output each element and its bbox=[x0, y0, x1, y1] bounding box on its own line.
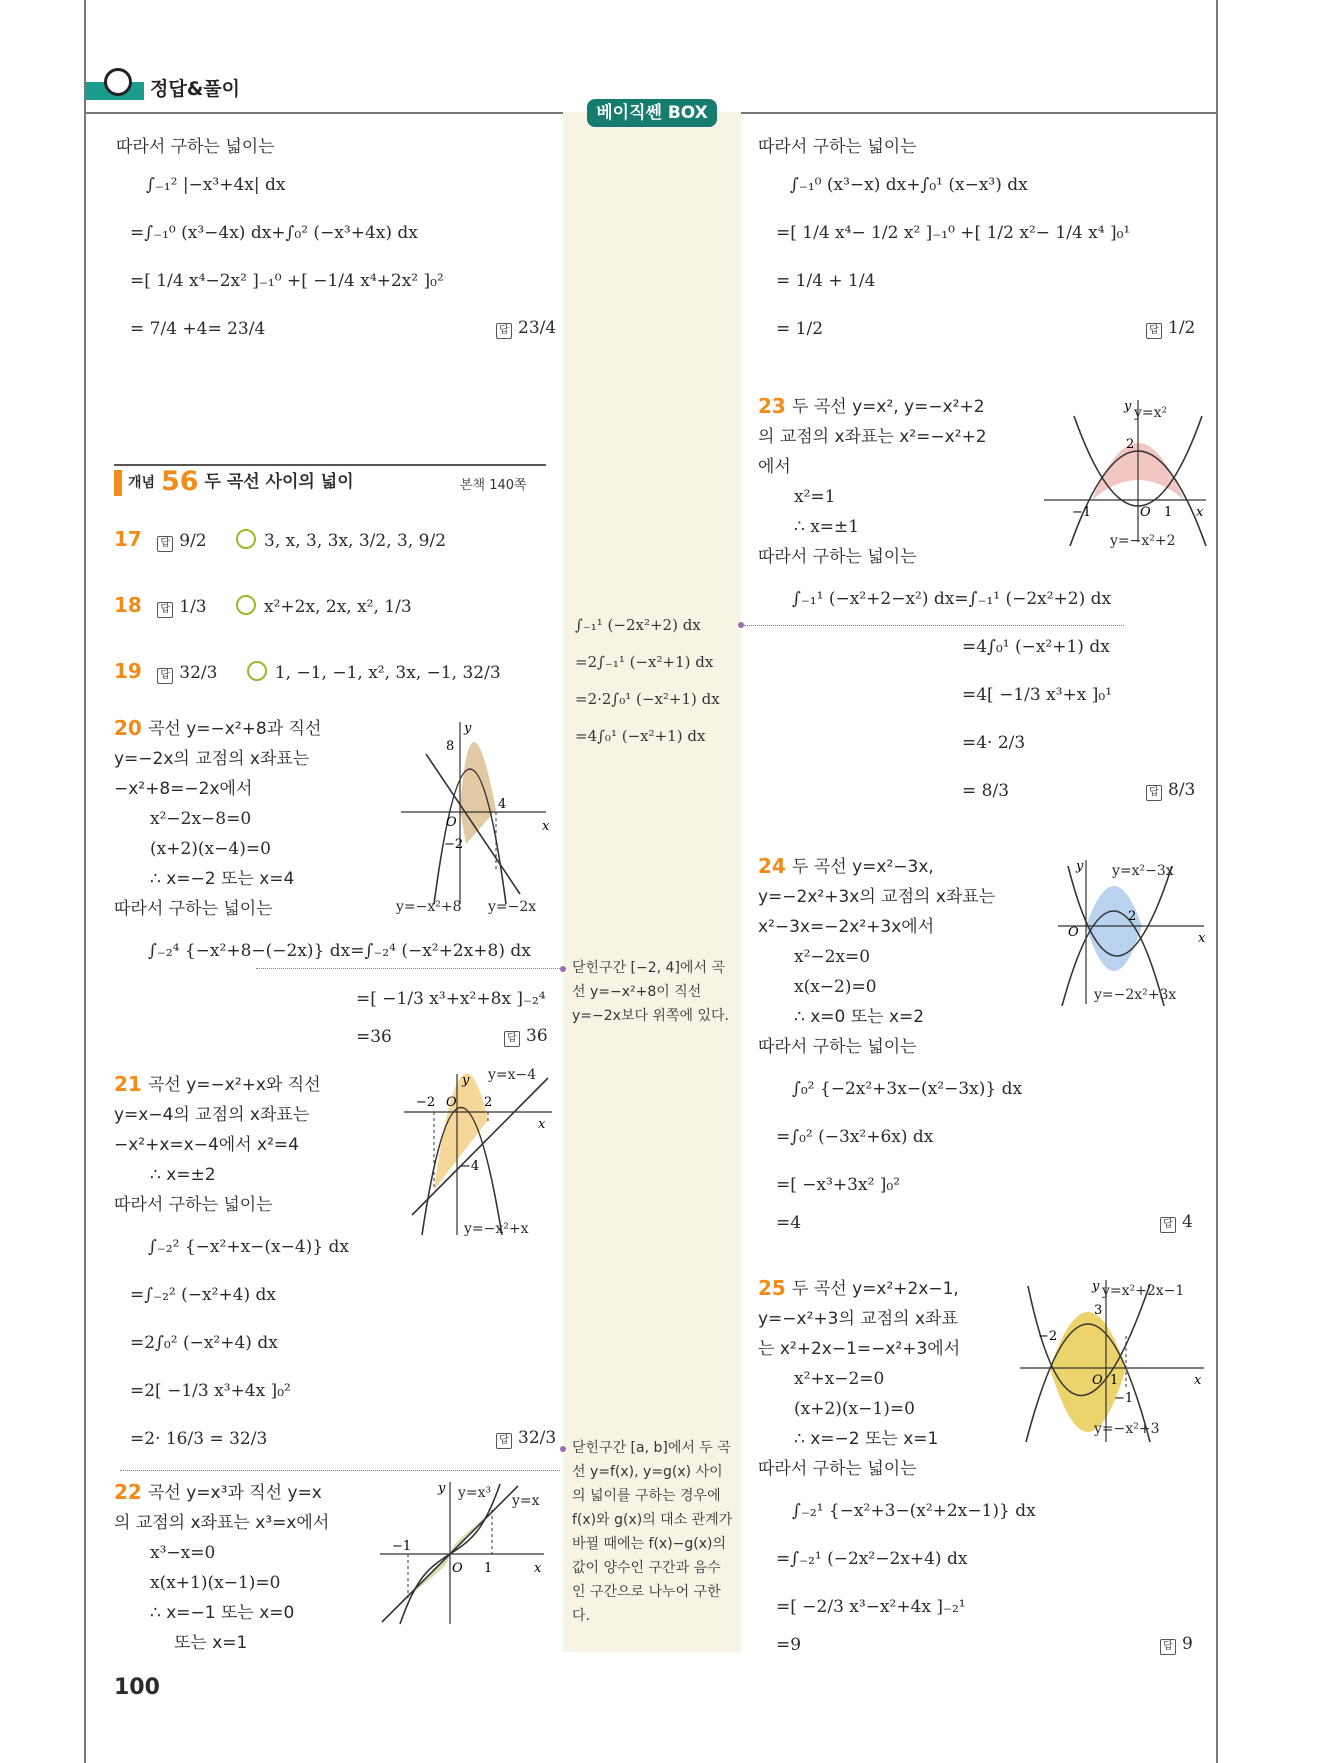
tick-label: −4 bbox=[460, 1159, 480, 1174]
answer-value: 1/2 bbox=[1168, 318, 1196, 338]
answer-value: 9/2 bbox=[179, 531, 207, 551]
axis-label: x bbox=[542, 819, 550, 834]
tick-label: 2 bbox=[1128, 909, 1137, 924]
connector-line bbox=[256, 968, 560, 969]
solution-line: =[ 1/4 x⁴− 1/2 x² ]₋₁⁰ +[ 1/2 x²− 1/4 x⁴ ]₀¹ bbox=[776, 223, 1131, 243]
answer-mark-icon: 답 bbox=[496, 1433, 512, 1449]
concept-title: 두 곡선 사이의 넓이 bbox=[204, 472, 354, 492]
solution-line: x(x+1)(x−1)=0 bbox=[150, 1573, 281, 1593]
tick-label: 3 bbox=[1094, 1303, 1103, 1318]
box-math bbox=[575, 607, 720, 755]
basic-box-tab: 베이직쎈 BOX bbox=[587, 99, 717, 127]
graph-label: y=−x²+x bbox=[464, 1221, 529, 1237]
answer bbox=[1146, 318, 1195, 339]
graph-label: y=x−4 bbox=[488, 1067, 537, 1083]
solution-line: 따라서 구하는 넓이는 bbox=[116, 137, 275, 157]
graph-label: y=−2x²+3x bbox=[1094, 987, 1177, 1003]
solution-line: = 7/4 +4= 23/4 bbox=[130, 319, 266, 339]
solution-line: 는 x²+2x−1=−x²+3에서 bbox=[758, 1339, 961, 1359]
solution-line: =[ 1/4 x⁴−2x² ]₋₁⁰ +[ −1/4 x⁴+2x² ]₀² bbox=[130, 271, 444, 291]
connector-line bbox=[120, 1470, 560, 1471]
answer bbox=[1160, 1634, 1193, 1655]
answer bbox=[504, 1026, 548, 1047]
answer-value: 8/3 bbox=[1168, 780, 1196, 800]
solution-line: = 1/4 + 1/4 bbox=[776, 271, 876, 291]
axis-label: x bbox=[1196, 505, 1204, 520]
header-title: 정답&풀이 bbox=[150, 78, 240, 100]
solution-line: =∫₋₂² (−x²+4) dx bbox=[130, 1285, 276, 1305]
answer-mark-icon: 답 bbox=[1146, 785, 1162, 801]
solution-line: =9 bbox=[776, 1635, 802, 1655]
axis-label: y bbox=[1092, 1279, 1100, 1294]
solution-line: 곡선 y=−x²+8과 직선 bbox=[148, 719, 322, 739]
problem-number: 24 bbox=[758, 854, 786, 878]
answer-value: 9 bbox=[1182, 1634, 1193, 1654]
solution-line: =4 bbox=[776, 1213, 802, 1233]
quick-answer-row bbox=[114, 594, 412, 618]
tick-label: 4 bbox=[498, 797, 507, 812]
answer-mark-icon: 답 bbox=[1160, 1217, 1176, 1233]
answer-value: 36 bbox=[526, 1026, 548, 1046]
solution-line: =∫₋₁⁰ (x³−4x) dx+∫₀² (−x³+4x) dx bbox=[130, 223, 418, 243]
problem-number: 21 bbox=[114, 1072, 142, 1096]
problem-number: 25 bbox=[758, 1276, 786, 1300]
solution-line: ∴ x=−2 또는 x=4 bbox=[150, 869, 295, 889]
answer-value: 1/3 bbox=[179, 597, 207, 617]
answer-mark-icon: 답 bbox=[157, 668, 173, 684]
tick-label: −2 bbox=[416, 1095, 436, 1110]
tick-label: O bbox=[446, 1095, 457, 1110]
problem-number: 18 bbox=[114, 593, 142, 617]
answer bbox=[496, 1428, 556, 1449]
axis-label: x bbox=[1194, 1373, 1202, 1388]
solution-line: ∴ x=0 또는 x=2 bbox=[794, 1007, 925, 1027]
tick-label: 8 bbox=[446, 739, 455, 754]
solution-line: 따라서 구하는 넓이는 bbox=[758, 1037, 917, 1057]
solution-line: =∫₋₂¹ (−2x²−2x+4) dx bbox=[776, 1549, 968, 1569]
solution-line: x²+x−2=0 bbox=[794, 1369, 885, 1389]
connector-line bbox=[744, 625, 1124, 626]
answer-mark-icon: 답 bbox=[504, 1031, 520, 1047]
box-note-2: 닫힌구간 [a, b]에서 두 곡선 y=f(x), y=g(x) 사이의 넓이를 구하는 경우에 f(x)와 g(x)의 대소 관계가 바뀔 때에는 f(x)−g(x)의 값이 양수인 구간과 음수인 구간으로 나누어 구한다. bbox=[572, 1440, 733, 1624]
tick-label: −1 bbox=[1072, 505, 1092, 520]
solution-line: 의 교점의 x좌표는 x³=x에서 bbox=[114, 1513, 330, 1533]
solution-line: =2[ −1/3 x³+4x ]₀² bbox=[130, 1381, 291, 1401]
axis-label: x bbox=[1198, 931, 1206, 946]
solution-line: ∫₋₁¹ (−x²+2−x²) dx=∫₋₁¹ (−2x²+2) dx bbox=[792, 589, 1112, 609]
solution-line: x³−x=0 bbox=[150, 1543, 216, 1563]
solution-line: =[ −2/3 x³−x²+4x ]₋₂¹ bbox=[776, 1597, 966, 1617]
graph-label: y=x²+2x−1 bbox=[1102, 1283, 1185, 1299]
solution-line: ∫₋₂⁴ {−x²+8−(−2x)} dx=∫₋₂⁴ (−x²+2x+8) dx bbox=[148, 941, 531, 961]
solution-line: 두 곡선 y=x², y=−x²+2 bbox=[792, 397, 985, 417]
answer-value: 32/3 bbox=[518, 1428, 557, 1448]
solution-line: =[ −1/3 x³+x²+8x ]₋₂⁴ bbox=[356, 989, 546, 1009]
fill-in-steps: 1, −1, −1, x², 3x, −1, 32/3 bbox=[274, 663, 501, 683]
solution-line: 에서 bbox=[758, 457, 791, 477]
problem-number: 19 bbox=[114, 659, 142, 683]
graph-problem-21 bbox=[402, 1070, 558, 1240]
solution-line: y=−2x의 교점의 x좌표는 bbox=[114, 749, 310, 769]
target-icon bbox=[236, 529, 256, 549]
page-border-right bbox=[1216, 0, 1218, 1763]
graph-label: y=x² bbox=[1134, 405, 1168, 421]
basic-box-column bbox=[563, 112, 741, 1652]
concept-heading bbox=[128, 466, 354, 497]
graph-problem-23 bbox=[1040, 396, 1210, 546]
answer-mark-icon: 답 bbox=[157, 602, 173, 618]
tick-label: 1 bbox=[1110, 1373, 1119, 1388]
tick-label: −1 bbox=[392, 1539, 412, 1554]
solution-line: x²−3x=−2x²+3x에서 bbox=[758, 917, 935, 937]
axis-label: y bbox=[438, 1481, 446, 1496]
graph-label: y=−x²+2 bbox=[1110, 533, 1176, 549]
axis-label: y bbox=[464, 721, 472, 736]
answer bbox=[496, 318, 556, 339]
tick-label: O bbox=[452, 1561, 463, 1576]
solution-line: = 1/2 bbox=[776, 319, 824, 339]
answer bbox=[1160, 1212, 1193, 1233]
solution-line: 두 곡선 y=x²−3x, bbox=[792, 857, 934, 877]
graph-label: y=−x²+3 bbox=[1094, 1421, 1160, 1437]
box-math-line: =2∫₋₁¹ (−x²+1) dx bbox=[575, 653, 714, 671]
solution-line: =[ −x³+3x² ]₀² bbox=[776, 1175, 901, 1195]
axis-label: x bbox=[538, 1117, 546, 1132]
solution-line: 따라서 구하는 넓이는 bbox=[758, 1459, 917, 1479]
axis-label: y bbox=[1124, 399, 1132, 414]
solution-line: −x²+8=−2x에서 bbox=[114, 779, 253, 799]
solution-line: 곡선 y=x³과 직선 y=x bbox=[148, 1483, 322, 1503]
solution-line: (x+2)(x−4)=0 bbox=[150, 839, 271, 859]
solution-line: 따라서 구하는 넓이는 bbox=[758, 547, 917, 567]
solution-line: =2∫₀² (−x²+4) dx bbox=[130, 1333, 278, 1353]
fill-in-steps: x²+2x, 2x, x², 1/3 bbox=[264, 597, 412, 617]
solution-line: y=x−4의 교점의 x좌표는 bbox=[114, 1105, 310, 1125]
axis-label: x bbox=[534, 1561, 542, 1576]
axis-label: y bbox=[462, 1073, 470, 1088]
solution-line: ∫₀² {−2x²+3x−(x²−3x)} dx bbox=[792, 1079, 1023, 1099]
box-math-line: =4∫₀¹ (−x²+1) dx bbox=[575, 727, 706, 745]
solution-line: x²=1 bbox=[794, 487, 836, 507]
answer-value: 32/3 bbox=[179, 663, 218, 683]
target-icon bbox=[236, 595, 256, 615]
answer bbox=[1146, 780, 1195, 801]
solution-line: 두 곡선 y=x²+2x−1, bbox=[792, 1279, 959, 1299]
solution-line: =∫₀² (−3x²+6x) dx bbox=[776, 1127, 934, 1147]
concept-tag bbox=[114, 470, 122, 496]
tick-label: O bbox=[1068, 925, 1079, 940]
tick-label: 2 bbox=[484, 1095, 493, 1110]
axis-label: y bbox=[1076, 859, 1084, 874]
solution-line: =36 bbox=[356, 1027, 392, 1047]
concept-number: 56 bbox=[160, 466, 199, 497]
solution-line: x²−2x−8=0 bbox=[150, 809, 252, 829]
problem-number: 17 bbox=[114, 527, 142, 551]
solution-line: =4[ −1/3 x³+x ]₀¹ bbox=[962, 685, 1113, 705]
page-border-left bbox=[84, 0, 86, 1763]
tick-label: O bbox=[1092, 1373, 1103, 1388]
quick-answer-row bbox=[114, 528, 446, 552]
answer-value: 23/4 bbox=[518, 318, 557, 338]
connector-dot bbox=[560, 1446, 566, 1452]
box-math-line: =2·2∫₀¹ (−x²+1) dx bbox=[575, 690, 720, 708]
answer-mark-icon: 답 bbox=[496, 323, 512, 339]
tick-label: O bbox=[446, 815, 457, 830]
solution-line: −x²+x=x−4에서 x²=4 bbox=[114, 1135, 299, 1155]
solution-line: 따라서 구하는 넓이는 bbox=[758, 137, 917, 157]
solution-line: =2· 16/3 = 32/3 bbox=[130, 1429, 268, 1449]
quick-answer-row bbox=[114, 660, 501, 684]
solution-line: y=−x²+3의 교점의 x좌표 bbox=[758, 1309, 958, 1329]
tick-label: −2 bbox=[444, 837, 464, 852]
solution-line: =4· 2/3 bbox=[962, 733, 1026, 753]
solution-line: ∫₋₁⁰ (x³−x) dx+∫₀¹ (x−x³) dx bbox=[790, 175, 1028, 195]
answer-value: 4 bbox=[1182, 1212, 1193, 1232]
graph-label: y=−2x bbox=[488, 899, 537, 915]
solution-line: 따라서 구하는 넓이는 bbox=[114, 1195, 273, 1215]
solution-line: 또는 x=1 bbox=[174, 1633, 248, 1653]
solution-line: (x+2)(x−1)=0 bbox=[794, 1399, 915, 1419]
solution-line: y=−2x²+3x의 교점의 x좌표는 bbox=[758, 887, 996, 907]
tick-label: O bbox=[1140, 505, 1151, 520]
solution-line: ∫₋₂¹ {−x²+3−(x²+2x−1)} dx bbox=[792, 1501, 1036, 1521]
graph-label: y=x³ bbox=[458, 1485, 492, 1501]
solution-line: 따라서 구하는 넓이는 bbox=[114, 899, 273, 919]
tick-label: 2 bbox=[1126, 437, 1135, 452]
graph-label: y=−x²+8 bbox=[396, 899, 462, 915]
solution-line: ∴ x=±1 bbox=[794, 517, 860, 537]
answer-mark-icon: 답 bbox=[1160, 1639, 1176, 1655]
solution-line: ∴ x=±2 bbox=[150, 1165, 216, 1185]
solution-line: x(x−2)=0 bbox=[794, 977, 877, 997]
problem-number: 23 bbox=[758, 394, 786, 418]
answer-mark-icon: 답 bbox=[157, 536, 173, 552]
tick-label: 1 bbox=[1164, 505, 1173, 520]
box-math-line: ∫₋₁¹ (−2x²+2) dx bbox=[575, 616, 701, 634]
fill-in-steps: 3, x, 3, 3x, 3/2, 3, 9/2 bbox=[264, 531, 447, 551]
solution-line: =4∫₀¹ (−x²+1) dx bbox=[962, 637, 1110, 657]
graph-label: y=x bbox=[512, 1493, 540, 1509]
answer-mark-icon: 답 bbox=[1146, 323, 1162, 339]
tick-label: −1 bbox=[1114, 1391, 1134, 1406]
solution-line: ∴ x=−1 또는 x=0 bbox=[150, 1603, 295, 1623]
solution-line: ∫₋₂² {−x²+x−(x−4)} dx bbox=[148, 1237, 350, 1257]
box-note-1: 닫힌구간 [−2, 4]에서 곡선 y=−x²+8이 직선 y=−2x보다 위쪽에 있다. bbox=[572, 960, 729, 1024]
target-icon bbox=[247, 661, 267, 681]
solution-line: ∫₋₁² |−x³+4x| dx bbox=[146, 175, 286, 195]
graph-problem-20 bbox=[396, 714, 556, 912]
concept-prefix: 개념 bbox=[128, 475, 156, 491]
solution-line: 곡선 y=−x²+x와 직선 bbox=[148, 1075, 321, 1095]
graph-label: y=x²−3x bbox=[1112, 863, 1174, 879]
problem-number: 20 bbox=[114, 716, 142, 740]
page-number: 100 bbox=[114, 1675, 160, 1700]
solution-line: 의 교점의 x좌표는 x²=−x²+2 bbox=[758, 427, 987, 447]
problem-number: 22 bbox=[114, 1480, 142, 1504]
solution-line: = 8/3 bbox=[962, 781, 1010, 801]
clock-icon bbox=[104, 68, 132, 96]
connector-dot bbox=[560, 966, 566, 972]
tick-label: 1 bbox=[484, 1561, 493, 1576]
tick-label: −2 bbox=[1038, 1329, 1058, 1344]
solution-line: x²−2x=0 bbox=[794, 947, 871, 967]
textbook-reference: 본책 140쪽 bbox=[460, 478, 527, 493]
solution-line: ∴ x=−2 또는 x=1 bbox=[794, 1429, 939, 1449]
